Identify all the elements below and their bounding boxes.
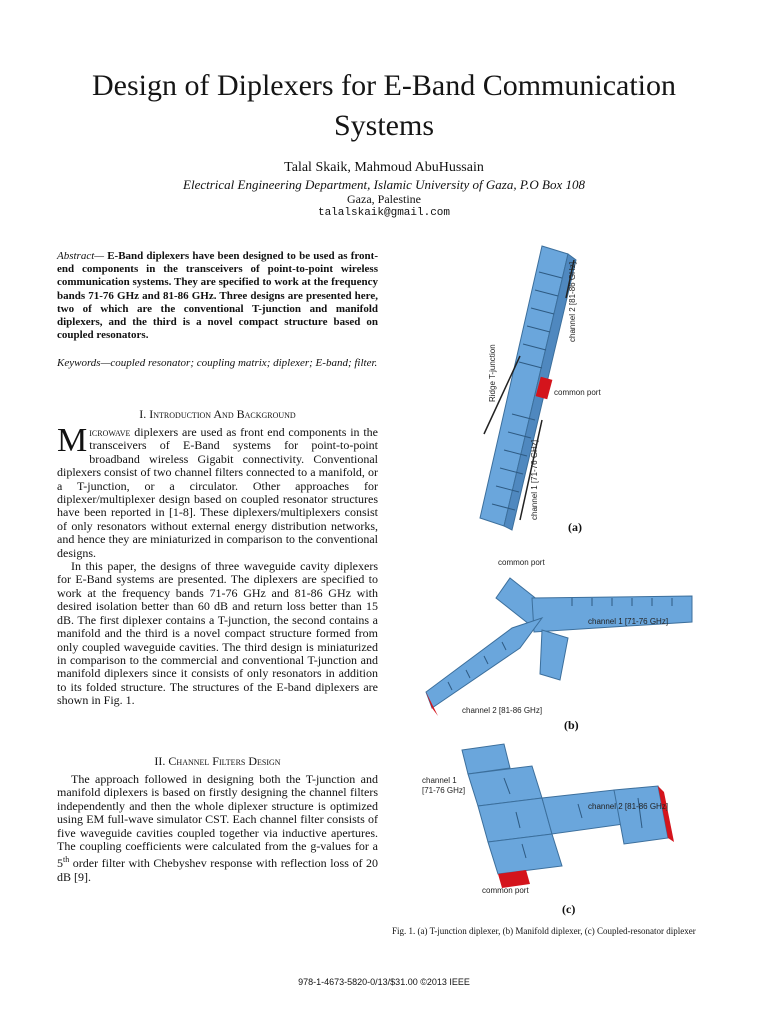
superscript-th: th <box>63 855 70 865</box>
footer-copyright: 978-1-4673-5820-0/13/$31.00 ©2013 IEEE <box>298 977 470 987</box>
manifold-lower-arm <box>540 630 568 680</box>
label-c-channel-2: channel 2 [81-86 GHz] <box>588 802 669 811</box>
manifold-channel-2-arm <box>426 618 542 708</box>
manifold-diplexer-drawing <box>426 578 692 716</box>
label-c-common-port: common port <box>482 886 529 895</box>
first-word: icrowave <box>89 425 131 439</box>
figure-1-drawing <box>392 238 722 928</box>
coupled-block-4 <box>542 790 624 834</box>
paper-city: Gaza, Palestine <box>347 192 421 206</box>
paper-authors: Talal Skaik, Mahmoud AbuHussain <box>284 160 484 175</box>
label-b-channel-2: channel 2 [81-86 GHz] <box>462 706 543 715</box>
label-a-channel-2: channel 2 [81-86 GHz] <box>568 261 577 342</box>
section-1-paragraph-1-text: diplexers are used as front end components in the transceivers of E-Band systems for point-to-point broadband wireless Gigabit connectivity. Conventional diplexers consist of two channel filters connected to a manifold, or a T-junction, or a circulator. Other approaches for diplexer/multiplexer design based on coupled resonator structures have been reported in [1-8]. These diplexers/multiplexers consist of only resonators without external energy distribution networks, and hence they are miniaturized in comparison to the conventional designs. <box>57 425 378 560</box>
section-2-paragraph-1-text: The approach followed in designing both the T-junction and manifold diplexers is based on firstly designing the channel filters independently and then the whole diplexer structure is optimized using EM full-wave simulator CST. Each channel filter consists of five waveguide cavities coupled together via inductive apertures. The coupling coefficients were calculated from the g-values for a 5 <box>57 772 378 871</box>
label-c-channel-1-line-1: channel 1 <box>422 776 457 785</box>
section-2-paragraph-1 <box>57 773 378 884</box>
section-2-heading: II. Channel Filters Design <box>154 754 281 768</box>
label-ridge-t-junction: Ridge T-junction <box>488 344 497 402</box>
label-b-common-port: common port <box>498 558 545 567</box>
subfigure-label-b: (b) <box>564 718 579 732</box>
paper-email: talalskaik@gmail.com <box>317 207 451 219</box>
figure-caption: Fig. 1. (a) T-junction diplexer, (b) Manifold diplexer, (c) Coupled-resonator diplexer <box>392 926 696 936</box>
drop-cap: M <box>57 422 88 459</box>
section-1-body <box>57 422 378 708</box>
label-a-common-port: common port <box>554 388 601 397</box>
figure-1 <box>392 238 722 928</box>
section-2-paragraph-1-text-end: order filter with Chebyshev response with reflection loss of 20 dB [9]. <box>57 856 378 884</box>
abstract-lead: Abstract— <box>57 250 105 262</box>
abstract-text: E-Band diplexers have been designed to be used as front-end components in the transceivers of point-to-point wireless communication systems. They are specified to work at the frequency bands 71-76 GHz and 81-86 GHz. Three designs are presented here, two of which are the conventional T-junction and manifold diplexers, and the third is a novel compact structure based on coupled resonators. <box>57 250 378 342</box>
section-1-paragraph-2: In this paper, the designs of three waveguide cavity diplexers for E-Band systems are presented. The diplexers are specified to work at the frequency bands 71-76 GHz and 81-86 GHz with desired isolation better than 60 dB and return loss better than 15 dB. The first diplexer contains a T-junction, the second contains a manifold and the third is a novel compact structure formed from only coupled waveguide cavities. The third design is miniaturized in comparison to the commercial and conventional T-junction and manifold diplexers since it consists of only resonators in addition to its folded structure. The structures of the E-band diplexers are shown in Fig. 1. <box>57 559 378 708</box>
label-c-channel-1-line-2: [71-76 GHz] <box>422 786 466 795</box>
keywords: Keywords—coupled resonator; coupling matrix; diplexer; E-band; filter. <box>57 357 378 369</box>
section-2-body <box>57 773 378 884</box>
coupled-resonator-diplexer-drawing <box>462 744 674 888</box>
paper-affiliation: Electrical Engineering Department, Islamic University of Gaza, P.O Box 108 <box>183 177 585 192</box>
abstract <box>57 250 378 342</box>
label-a-channel-1: channel 1 [71-76 GHz] <box>530 439 539 520</box>
paper-title: Design of Diplexers for E-Band Communication Systems <box>91 69 677 142</box>
section-1-heading: I. Introduction And Background <box>139 407 296 421</box>
subfigure-label-c: (c) <box>562 902 576 916</box>
label-b-channel-1: channel 1 [71-76 GHz] <box>588 617 669 626</box>
subfigure-label-a: (a) <box>568 520 582 534</box>
section-1-paragraph-1 <box>57 422 378 560</box>
